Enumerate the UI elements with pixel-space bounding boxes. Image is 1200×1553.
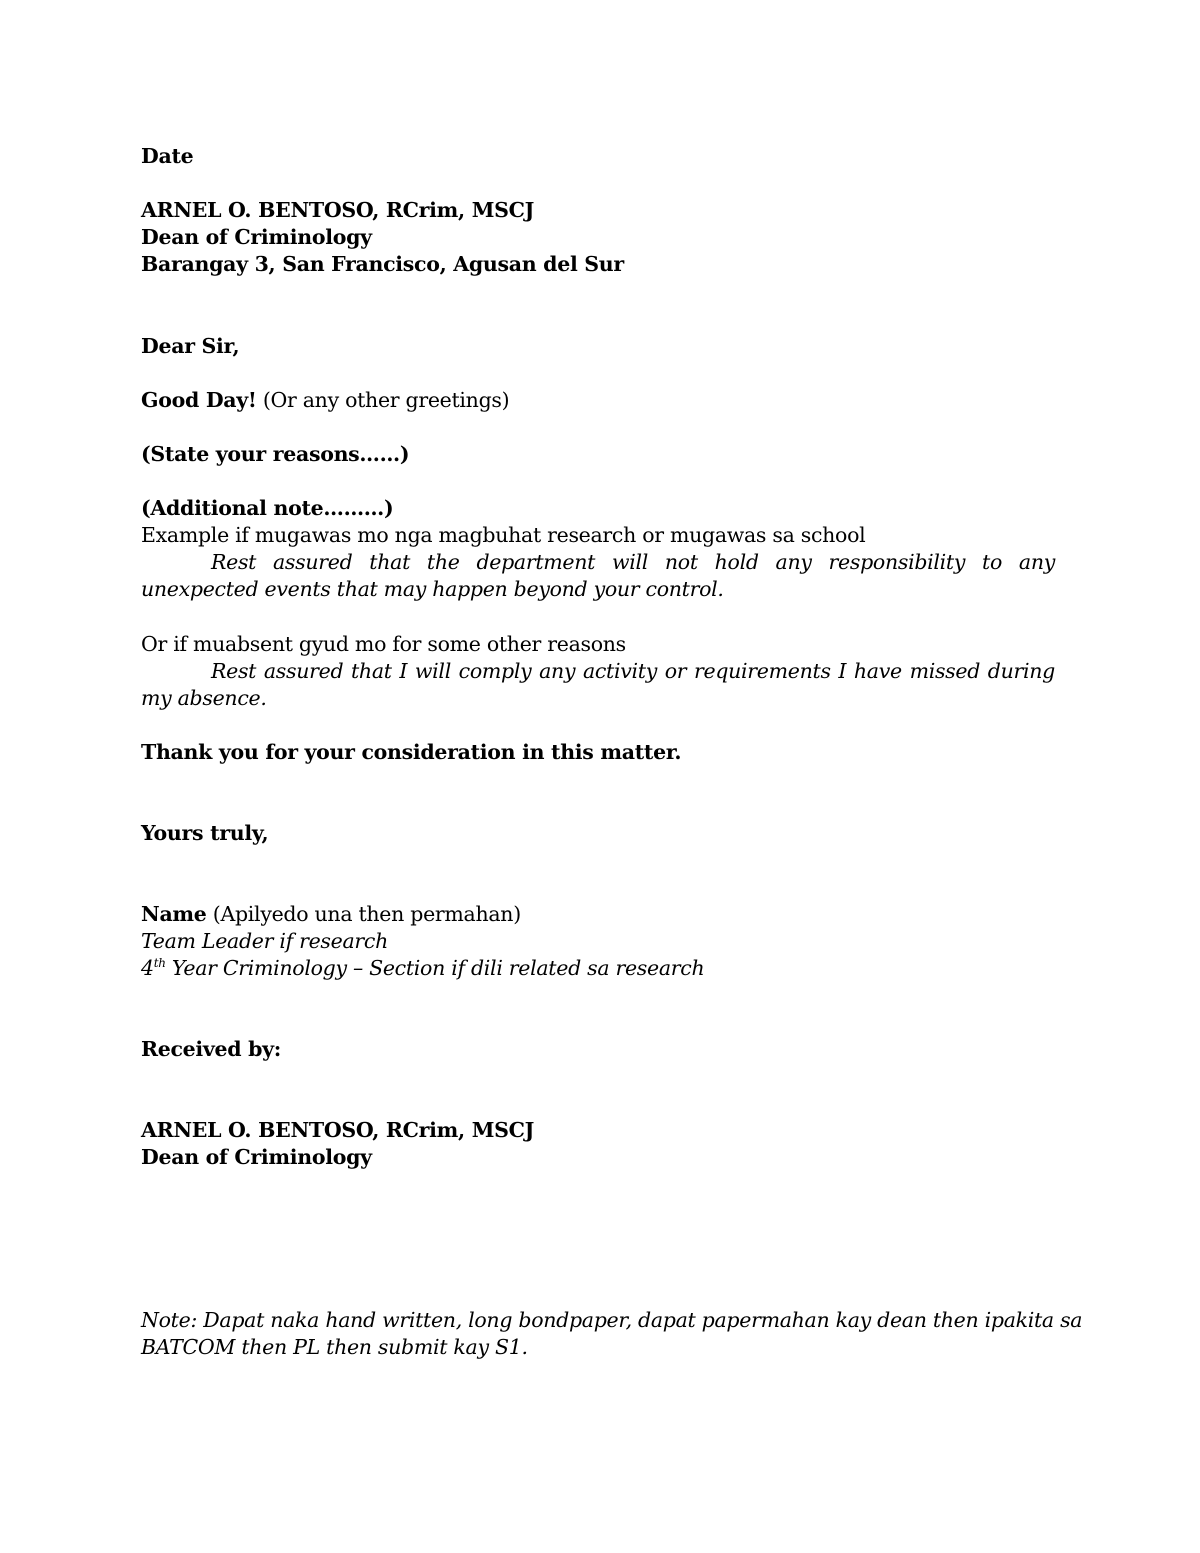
recipient-name: ARNEL O. BENTOSO, RCrim, MSCJ — [141, 198, 535, 222]
closing: Yours truly, — [141, 821, 269, 845]
recipient-title: Dean of Criminology — [141, 225, 372, 249]
signature-role2 — [141, 955, 704, 982]
received-by-label: Received by: — [141, 1037, 282, 1061]
role2-superscript: th — [153, 956, 166, 971]
footer-note-line1: Note: Dapat naka hand written, long bondpaper, dapat papermahan kay dean then ipakita sa — [141, 1308, 1083, 1332]
signature-name-line — [141, 901, 521, 928]
greeting-note: (Or any other greetings) — [256, 388, 510, 412]
date-label: Date — [141, 144, 194, 168]
signature-name: Name — [141, 902, 207, 926]
additional-note-placeholder: (Additional note………) — [141, 496, 394, 520]
thanks-line: Thank you for your consideration in this matter. — [141, 740, 682, 764]
greeting-line — [141, 387, 509, 414]
example2-text: Rest assured that I will comply any activity or requirements I have missed during my absence. — [141, 659, 1055, 710]
receiver-title: Dean of Criminology — [141, 1145, 372, 1169]
signature-role1: Team Leader if research — [141, 929, 388, 953]
recipient-address: Barangay 3, San Francisco, Agusan del Sur — [141, 252, 624, 276]
example2-intro: Or if muabsent gyud mo for some other reasons — [141, 632, 626, 656]
salutation: Dear Sir, — [141, 334, 240, 358]
role2-rest: Year Criminology – Section if dili related sa research — [165, 956, 705, 980]
role2-number: 4 — [141, 956, 154, 980]
signature-name-note: (Apilyedo una then permahan) — [206, 902, 521, 926]
reasons-placeholder: (State your reasons……) — [141, 442, 410, 466]
receiver-name: ARNEL O. BENTOSO, RCrim, MSCJ — [141, 1118, 535, 1142]
example1-intro: Example if mugawas mo nga magbuhat research or mugawas sa school — [141, 523, 866, 547]
footer-note-line2: BATCOM then PL then submit kay S1. — [141, 1335, 528, 1359]
greeting-bold: Good Day! — [141, 388, 257, 412]
example1-text: Rest assured that the department will not hold any responsibility to any unexpected events that may happen beyond your control. — [141, 550, 1055, 601]
